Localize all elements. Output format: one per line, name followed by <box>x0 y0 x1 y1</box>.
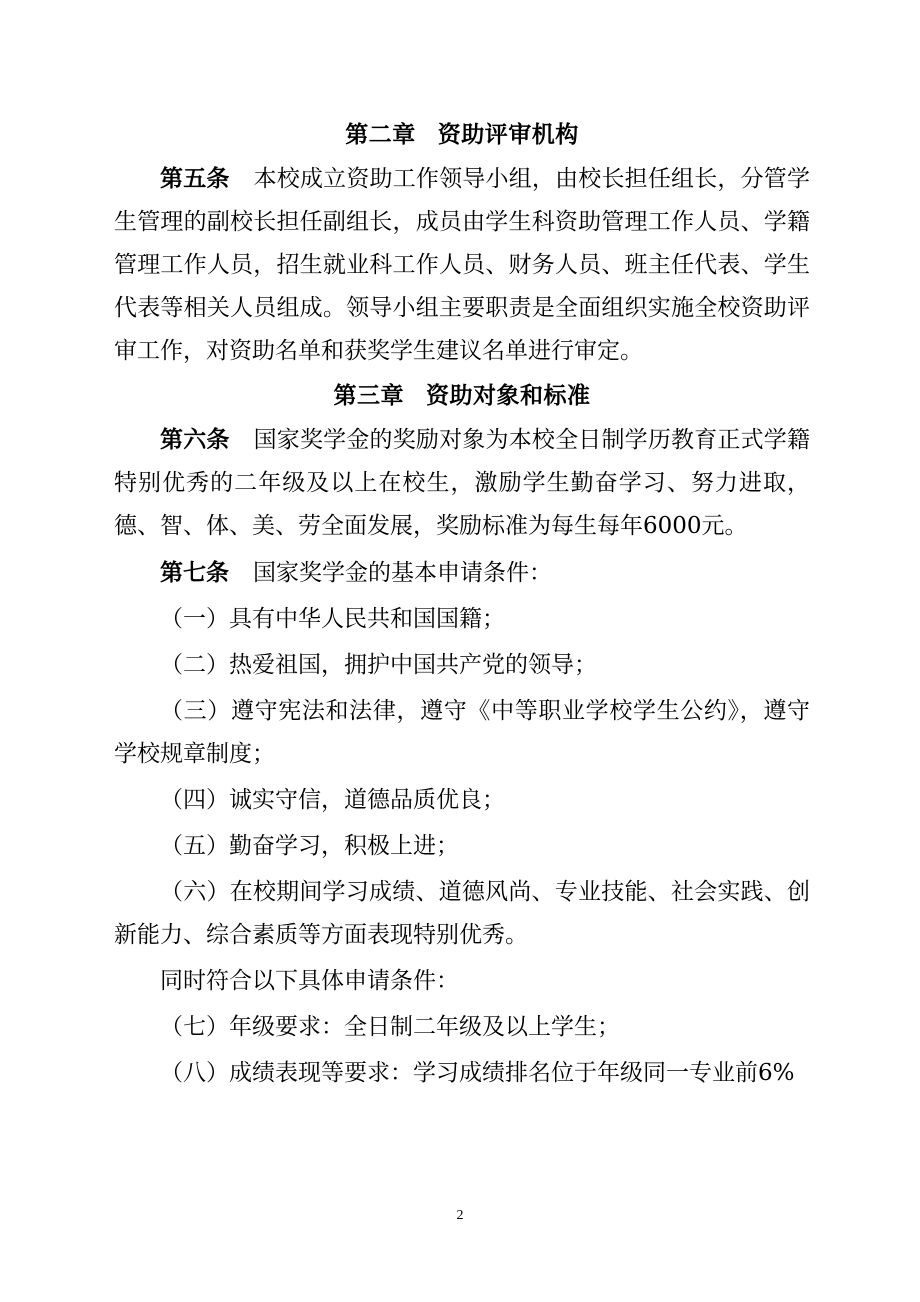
document-body <box>114 112 810 1095</box>
article-7-item-4: （四）诚实守信，道德品质优良； <box>160 787 505 813</box>
article-7-item-6: （六）在校期间学习成绩、道德风尚、专业技能、社会实践、创新能力、综合素质等方面表现特别优秀。 <box>114 879 810 948</box>
article-7-item-2: （二）热爱祖国，拥护中国共产党的领导； <box>160 652 597 678</box>
article-7-item-5: （五）勤奋学习，积极上进； <box>160 833 459 859</box>
article-7-item-8: （八）成绩表现等要求：学习成绩排名位于年级同一专业前6% <box>160 1060 795 1086</box>
article-7-label: 第七条 <box>160 559 229 586</box>
chapter-2-heading <box>114 112 810 157</box>
chapter-3-title: 第三章 <box>333 382 404 409</box>
chapter-3-subtitle: 资助对象和标准 <box>426 382 591 409</box>
article-7 <box>114 551 810 595</box>
article-6-label: 第六条 <box>160 426 230 453</box>
article-7-item-3: （三）遵守宪法和法律，遵守《中等职业学校学生公约》，遵守学校规章制度； <box>114 698 810 767</box>
article-5-text: 本校成立资助工作领导小组，由校长担任组长，分管学生管理的副校长担任副组长，成员由学生科资助管理工作人员、学籍管理工作人员，招生就业科工作人员、财务人员、班主任代表、学生代表等相关人员组成。领导小组主要职责是全面组织实施全校资助评审工作，对资助名单和获奖学生建议名单进行审定。 <box>114 166 811 364</box>
chapter-2-title: 第二章 <box>345 121 416 148</box>
article-7-item-7: （七）年级要求：全日制二年级及以上学生； <box>160 1014 620 1040</box>
specific-conditions-intro: 同时符合以下具体申请条件： <box>160 968 459 994</box>
article-5-label: 第五条 <box>160 165 230 192</box>
chapter-3-heading <box>114 373 810 418</box>
article-5 <box>114 157 810 373</box>
article-7-text: 国家奖学金的基本申请条件： <box>253 560 552 586</box>
article-6 <box>114 418 810 548</box>
chapter-2-subtitle: 资助评审机构 <box>437 121 579 148</box>
page-number: 2 <box>456 1208 464 1223</box>
article-6-text: 国家奖学金的奖励对象为本校全日制学历教育正式学籍特别优秀的二年级及以上在校生，激励学生勤奋学习、努力进取，德、智、体、美、劳全面发展，奖励标准为每生每年6000元。 <box>114 427 811 539</box>
article-7-item-1: （一）具有中华人民共和国国籍； <box>160 606 505 632</box>
